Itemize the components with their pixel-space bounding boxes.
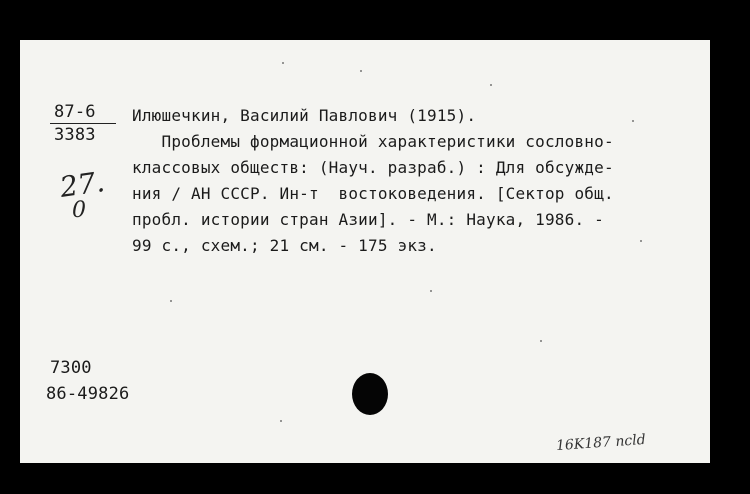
ink-blot [352, 373, 388, 415]
body-line-title: Проблемы формационной характеристики сословно- [132, 132, 614, 151]
code-number: 7300 [50, 358, 92, 378]
shelfmark-top: 87-6 [54, 102, 96, 122]
handwritten-mark: 27. [57, 165, 107, 204]
body-line-publisher: ния / АН СССР. Ин-т востоковедения. [Сектор общ. [132, 184, 614, 203]
shelfmark-bottom: 3383 [54, 125, 96, 145]
body-line-title-cont: классовых обществ: (Науч. разраб.) : Для обсужде- [132, 158, 614, 177]
record-number: 86-49826 [46, 384, 130, 404]
catalog-card [20, 40, 710, 463]
shelfmark-divider [50, 123, 116, 124]
body-line-imprint: пробл. истории стран Азии]. - М.: Наука, 1986. - [132, 210, 604, 229]
body-line-author: Илюшечкин, Василий Павлович (1915). [132, 106, 477, 125]
handwritten-sub-mark: 0 [72, 198, 86, 223]
body-line-extent: 99 с., схем.; 21 см. - 175 экз. [132, 236, 437, 255]
handwritten-stamp: 16K187 ncld [555, 431, 647, 455]
